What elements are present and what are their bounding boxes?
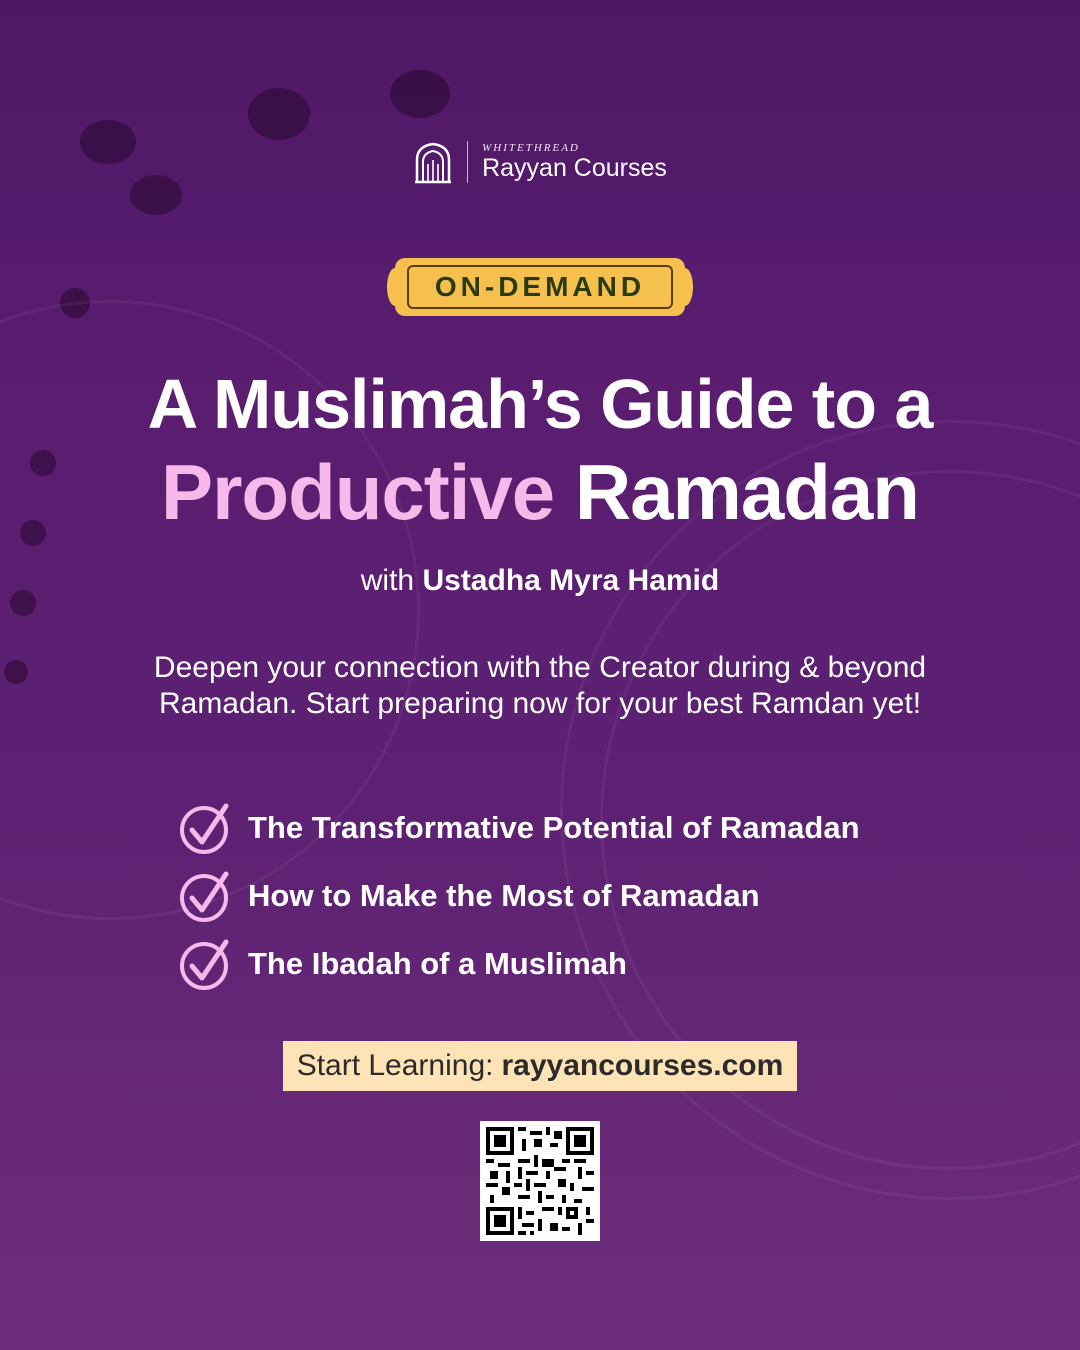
title-line-2-rest: Ramadan bbox=[574, 448, 919, 536]
title-line-1: A Muslimah’s Guide to a bbox=[147, 365, 933, 443]
cta-label: Start Learning: bbox=[296, 1049, 494, 1082]
checkmark-circle-icon bbox=[178, 936, 234, 992]
logo-divider bbox=[467, 141, 468, 183]
checklist-item-label: The Ibadah of a Muslimah bbox=[248, 946, 627, 981]
cta-url: rayyancourses.com bbox=[501, 1049, 784, 1082]
on-demand-badge bbox=[395, 258, 685, 316]
logo-text bbox=[482, 142, 667, 183]
checklist-item bbox=[178, 800, 938, 856]
topic-checklist bbox=[178, 800, 938, 1004]
badge-label: ON-DEMAND bbox=[434, 271, 646, 302]
instructor-name: Ustadha Myra Hamid bbox=[422, 564, 720, 597]
logo-sub-label: WHITETHREAD bbox=[482, 141, 580, 154]
qr-code[interactable] bbox=[480, 1121, 600, 1241]
course-description: Deepen your connection with the Creator during & beyond Ramadan. Start preparing now for your best Ramdan yet! bbox=[153, 651, 927, 720]
instructor-line bbox=[0, 564, 1080, 598]
checklist-item bbox=[178, 936, 938, 992]
title-accent-word: Productive bbox=[161, 448, 555, 536]
checklist-item-label: How to Make the Most of Ramadan bbox=[248, 878, 760, 913]
badge-container bbox=[0, 258, 1080, 316]
checkmark-circle-icon bbox=[178, 800, 234, 856]
checkmark-circle-icon bbox=[178, 868, 234, 924]
logo-brand-name: Rayyan Courses bbox=[482, 153, 667, 182]
checklist-item bbox=[178, 868, 938, 924]
qr-code-icon bbox=[486, 1127, 594, 1235]
arch-logo-icon bbox=[413, 140, 453, 184]
cta-container bbox=[0, 1041, 1080, 1091]
instructor-prefix: with bbox=[360, 564, 415, 597]
checklist-item-label: The Transformative Potential of Ramadan bbox=[248, 810, 860, 845]
start-learning-link[interactable] bbox=[283, 1041, 798, 1091]
title-line-2 bbox=[0, 446, 1080, 538]
page-title bbox=[0, 362, 1080, 538]
brand-logo[interactable] bbox=[0, 140, 1080, 184]
